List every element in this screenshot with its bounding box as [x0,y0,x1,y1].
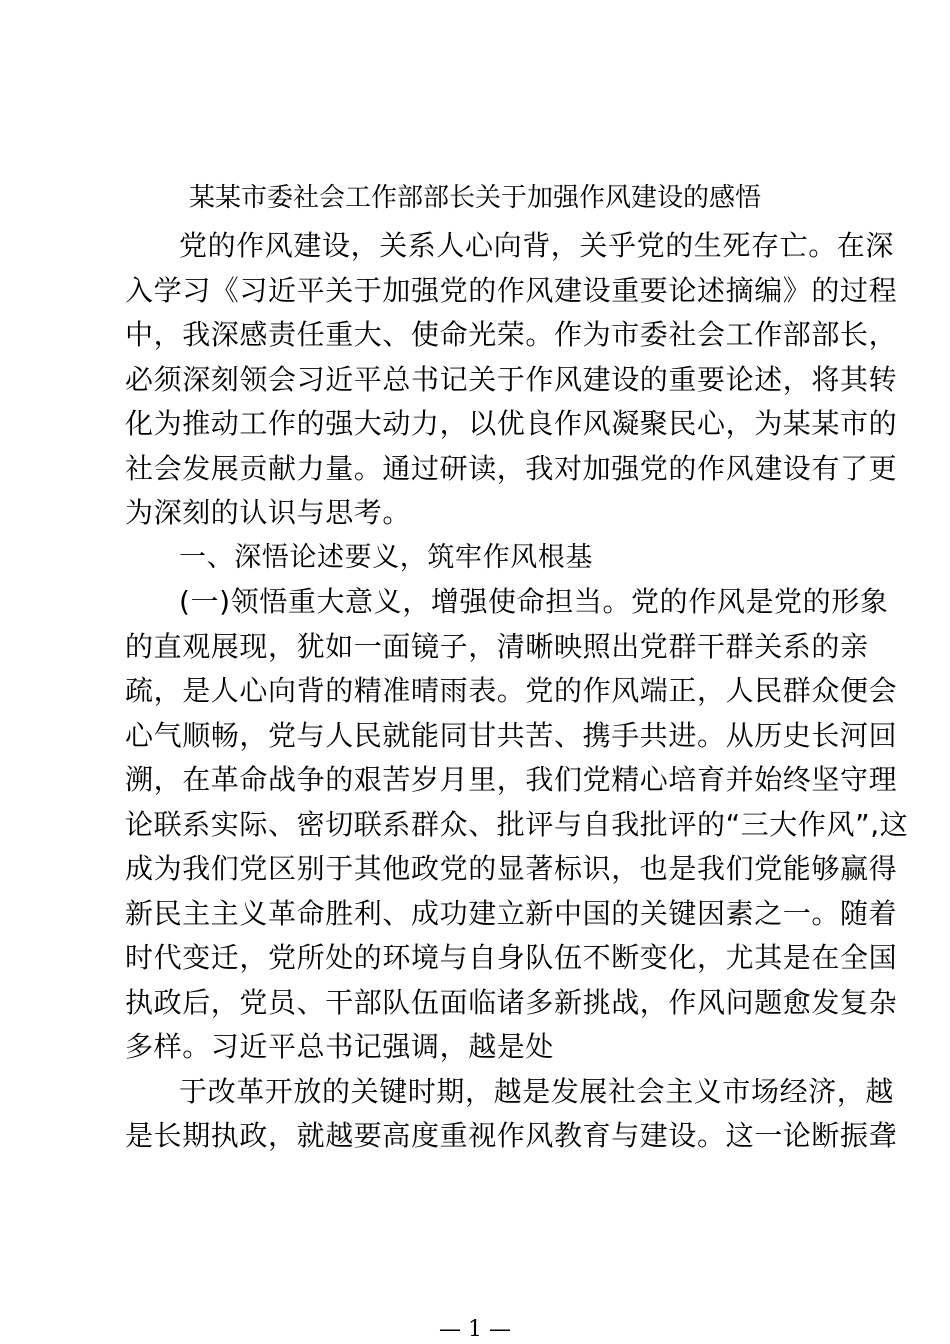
paragraph-line: 是长期执政，就越要高度重视作风教育与建设。这一论断振聋 [125,1119,898,1152]
paragraph-line: (一)领悟重大意义，增强使命担当。党的作风是党的形象 [179,585,889,618]
paragraph-line: 心气顺畅，党与人民就能同甘共苦、携手共进。从历史长河回 [125,718,898,752]
paragraph-line: 于改革开放的关键时期，越是发展社会主义市场经济，越 [179,1074,895,1108]
paragraph-line: 党的作风建设，关系人心向背，关乎党的生死存亡。在深 [179,229,895,262]
paragraph-line: 的直观展现，犹如一面镜子，清晰映照出党群干群关系的亲 [125,629,869,663]
paragraph-line: 论联系实际、密切联系群众、批评与自我批评的“三大作风”,这 [125,807,909,841]
paragraph-line: 执政后，党员、干部队伍面临诸多新挑战，作风问题愈发复杂 [125,985,898,1019]
section-heading: 一、深悟论述要义，筑牢作风根基 [179,541,593,573]
paragraph-line: 必须深刻领会习近平总书记关于作风建设的重要论述，将其转 [125,362,898,396]
paragraph-line: 成为我们党区别于其他政党的显著标识，也是我们党能够赢得 [125,852,898,885]
paragraph-line: 疏，是人心向背的精准晴雨表。党的作风端正，人民群众便会 [125,674,898,707]
paragraph-line: 为深刻的认识与思考。 [125,496,412,529]
page-number: — 1 — [439,1317,511,1342]
paragraph-line: 溯，在革命战争的艰苦岁月里，我们党精心培育并始终坚守理 [125,763,898,796]
paragraph-line: 化为推动工作的强大动力，以优良作风凝聚民心，为某某市的 [125,407,898,440]
paragraph-line: 入学习《习近平关于加强党的作风建设重要论述摘编》的过程 [125,273,898,307]
paragraph-line: 新民主主义革命胜利、成功建立新中国的关键因素之一。随着 [125,896,898,930]
paragraph-line: 时代变迁，党所处的环境与自身队伍不断变化，尤其是在全国 [125,941,898,974]
paragraph-line: 多样。习近平总书记强调，越是处 [125,1030,555,1063]
document-body [125,224,909,1159]
document-title: 某某市委社会工作部部长关于加强作风建设的感悟 [188,183,761,213]
paragraph-line: 中，我深感责任重大、使命光荣。作为市委社会工作部部长， [125,318,898,351]
paragraph-line: 社会发展贡献力量。通过研读，我对加强党的作风建设有了更 [125,451,898,485]
